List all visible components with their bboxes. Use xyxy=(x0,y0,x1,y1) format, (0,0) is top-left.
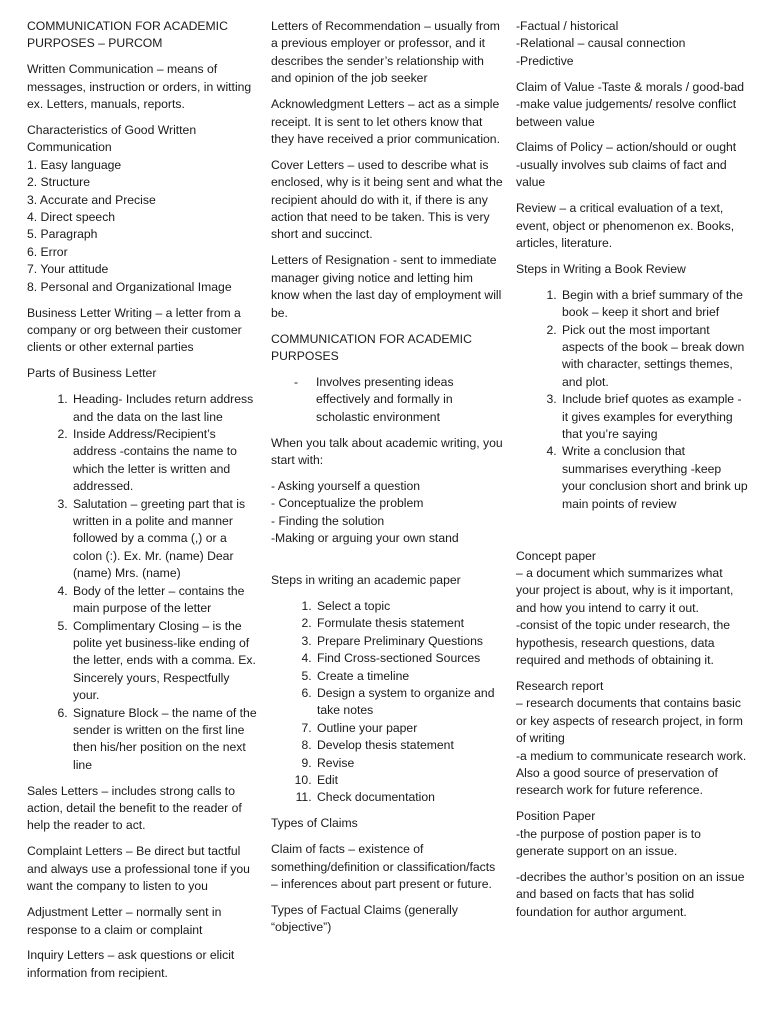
characteristic-item: 1. Easy language xyxy=(27,157,122,172)
list-item: - Involves presenting ideas effectively and formally in scholastic environment xyxy=(271,374,503,426)
list-item: 5. Create a timeline xyxy=(315,668,503,685)
list-item: 4. Find Cross-sectioned Sources xyxy=(315,650,503,667)
list-item: 11. Check documentation xyxy=(315,789,503,806)
spacer xyxy=(516,522,748,548)
column-left xyxy=(27,18,259,991)
claim-of-value-line: Claim of Value -Taste & morals / good-bad xyxy=(516,79,745,94)
concept-paper-text: – a document which summarizes what your project is about, why is it important, and how you intend to carry it out. xyxy=(516,565,734,615)
characteristic-item: 7. Your attitude xyxy=(27,262,109,277)
list-item: 8. Develop thesis statement xyxy=(315,737,503,754)
research-report-text: -a medium to communicate research work. Also a good source of preservation of research work for future reference. xyxy=(516,748,747,798)
title-line: PURPOSES – PURCOM xyxy=(27,36,163,51)
claim-of-facts: Claim of facts – existence of something/definition or classification/facts – inferences about part present or future. xyxy=(271,842,496,891)
claim-of-value xyxy=(516,79,748,131)
research-report xyxy=(516,678,748,800)
types-of-factual-claims: Types of Factual Claims (generally “objective”) xyxy=(271,902,458,935)
factual-claim-types xyxy=(516,18,748,70)
academic-heading: COMMUNICATION FOR ACADEMIC PURPOSES xyxy=(271,331,472,363)
characteristic-item: 6. Error xyxy=(27,244,68,259)
list-item: 2. Pick out the most important aspects of the book – break down with character, settings themes, and plot. xyxy=(560,322,748,392)
steps-list xyxy=(271,598,503,807)
position-paper-heading: Position Paper xyxy=(516,809,596,824)
list-item: 10. Edit xyxy=(315,772,503,789)
list-item: 6. Design a system to organize and take notes xyxy=(315,685,503,720)
list-item: 4. Write a conclusion that summarises everything -keep your conclusion short and brink up main points of review xyxy=(560,443,748,513)
list-item: 6. Signature Block – the name of the sender is written on the first line then his/her position on the next line xyxy=(71,705,259,775)
claim-of-value-line: -make value judgements/ resolve conflict between value xyxy=(516,97,737,129)
academic-writing-intro: When you talk about academic writing, you start with: xyxy=(271,435,503,467)
adjustment-letter: Adjustment Letter – normally sent in response to a claim or complaint xyxy=(27,905,222,937)
list-item: -Predictive xyxy=(516,53,574,68)
position-paper xyxy=(516,808,748,860)
inquiry-letters: Inquiry Letters – ask questions or elicit information from recipient. xyxy=(27,948,235,980)
steps-heading: Steps in writing an academic paper xyxy=(271,572,461,587)
concept-paper-heading: Concept paper xyxy=(516,548,596,563)
list-item: - Asking yourself a question xyxy=(271,478,421,493)
title-line: COMMUNICATION FOR ACADEMIC xyxy=(27,19,228,33)
types-of-claims-heading: Types of Claims xyxy=(271,816,358,831)
position-paper-description: -decribes the author’s position on an issue and based on facts that has solid foundation for author argument. xyxy=(516,869,745,919)
characteristic-item: 8. Personal and Organizational Image xyxy=(27,279,232,294)
list-item: 3. Prepare Preliminary Questions xyxy=(315,633,503,650)
list-item: 1. Begin with a brief summary of the book – keep it short and brief xyxy=(560,287,748,322)
list-item: 1. Heading- Includes return address and the data on the last line xyxy=(71,391,259,426)
characteristic-item: 4. Direct speech xyxy=(27,210,116,225)
characteristic-item: 3. Accurate and Precise xyxy=(27,192,156,207)
list-item: 2. Formulate thesis statement xyxy=(315,615,503,632)
list-item: - Conceptualize the problem xyxy=(271,496,424,511)
written-communication-definition: Written Communication – means of messages, instruction or orders, in witting ex. Letters, manuals, reports. xyxy=(27,62,252,112)
spacer xyxy=(271,556,503,572)
list-item: 1. Select a topic xyxy=(315,598,503,615)
list-item: -Making or arguing your own stand xyxy=(271,531,459,546)
parts-list xyxy=(27,391,259,774)
review-definition: Review – a critical evaluation of a text, event, object or phenomenon ex. Books, articles, literature. xyxy=(516,201,735,250)
column-right xyxy=(516,18,748,930)
list-item: - Finding the solution xyxy=(271,513,385,528)
complaint-letters: Complaint Letters – Be direct but tactful and always use a professional tone if you want the company to listen to you xyxy=(27,844,250,894)
concept-paper-text: -consist of the topic under research, the hypothesis, research questions, data required and methods of obtaining it. xyxy=(516,618,731,667)
list-item: 7. Outline your paper xyxy=(315,720,503,737)
list-item: 9. Revise xyxy=(315,755,503,772)
document-title xyxy=(27,18,259,53)
academic-bullet-list xyxy=(271,374,503,426)
parts-heading: Parts of Business Letter xyxy=(27,366,157,381)
sales-letters: Sales Letters – includes strong calls to action, detail the benefit to the reader of help the reader to act. xyxy=(27,783,242,833)
cover-letters: Cover Letters – used to describe what is enclosed, why is it being sent and what the recipient ahould do with it, if there is any action that need to be taken. This is very short and succinct. xyxy=(271,157,503,242)
list-item: 2. Inside Address/Recipient’s address -contains the name to which the letter is written and addressed. xyxy=(71,426,259,496)
list-item: 3. Salutation – greeting part that is written in a polite and manner followed by a comma (,) or a colon (:). Ex. Mr. (name) Dear (name) Mrs. (name) xyxy=(71,496,259,583)
list-item: -Factual / historical xyxy=(516,19,619,33)
research-report-heading: Research report xyxy=(516,678,604,693)
book-review-heading: Steps in Writing a Book Review xyxy=(516,261,686,276)
column-middle xyxy=(271,18,503,945)
start-items xyxy=(271,478,503,548)
characteristics-section xyxy=(27,122,259,296)
book-review-steps xyxy=(516,287,748,513)
business-letter-definition: Business Letter Writing – a letter from a company or org between their customer clients or other external parties xyxy=(27,305,242,355)
characteristic-item: 2. Structure xyxy=(27,175,90,190)
acknowledgment-letters: Acknowledgment Letters – act as a simple receipt. It is sent to let others know that they have received a prior communication. xyxy=(271,97,500,146)
recommendation-letters: Letters of Recommendation – usually from a previous employer or professor, and it describes the sender’s relationship with and opinion of the job seeker xyxy=(271,19,500,86)
characteristic-item: 5. Paragraph xyxy=(27,227,98,242)
concept-paper xyxy=(516,548,748,670)
resignation-letters: Letters of Resignation - sent to immediate manager giving notice and letting him know when the last day of employment will be. xyxy=(271,253,502,320)
research-report-text: – research documents that contains basic or key aspects of research project, in form of writing xyxy=(516,696,743,746)
characteristics-heading: Characteristics of Good Written Communication xyxy=(27,123,197,155)
claims-of-policy-line: -usually involves sub claims of fact and value xyxy=(516,157,727,190)
list-item: 4. Body of the letter – contains the main purpose of the letter xyxy=(71,583,259,618)
claims-of-policy-line: Claims of Policy – action/should or ought xyxy=(516,140,737,155)
list-item: -Relational – causal connection xyxy=(516,36,686,51)
position-paper-text: -the purpose of postion paper is to generate support on an issue. xyxy=(516,826,701,859)
claims-of-policy xyxy=(516,139,748,191)
list-item: 5. Complimentary Closing – is the polite yet business-like ending of the letter, ends with a comma. Ex. Sincerely yours, Respectfully your. xyxy=(71,618,259,705)
list-item: 3. Include brief quotes as example - it gives examples for everything that you’re saying xyxy=(560,391,748,443)
